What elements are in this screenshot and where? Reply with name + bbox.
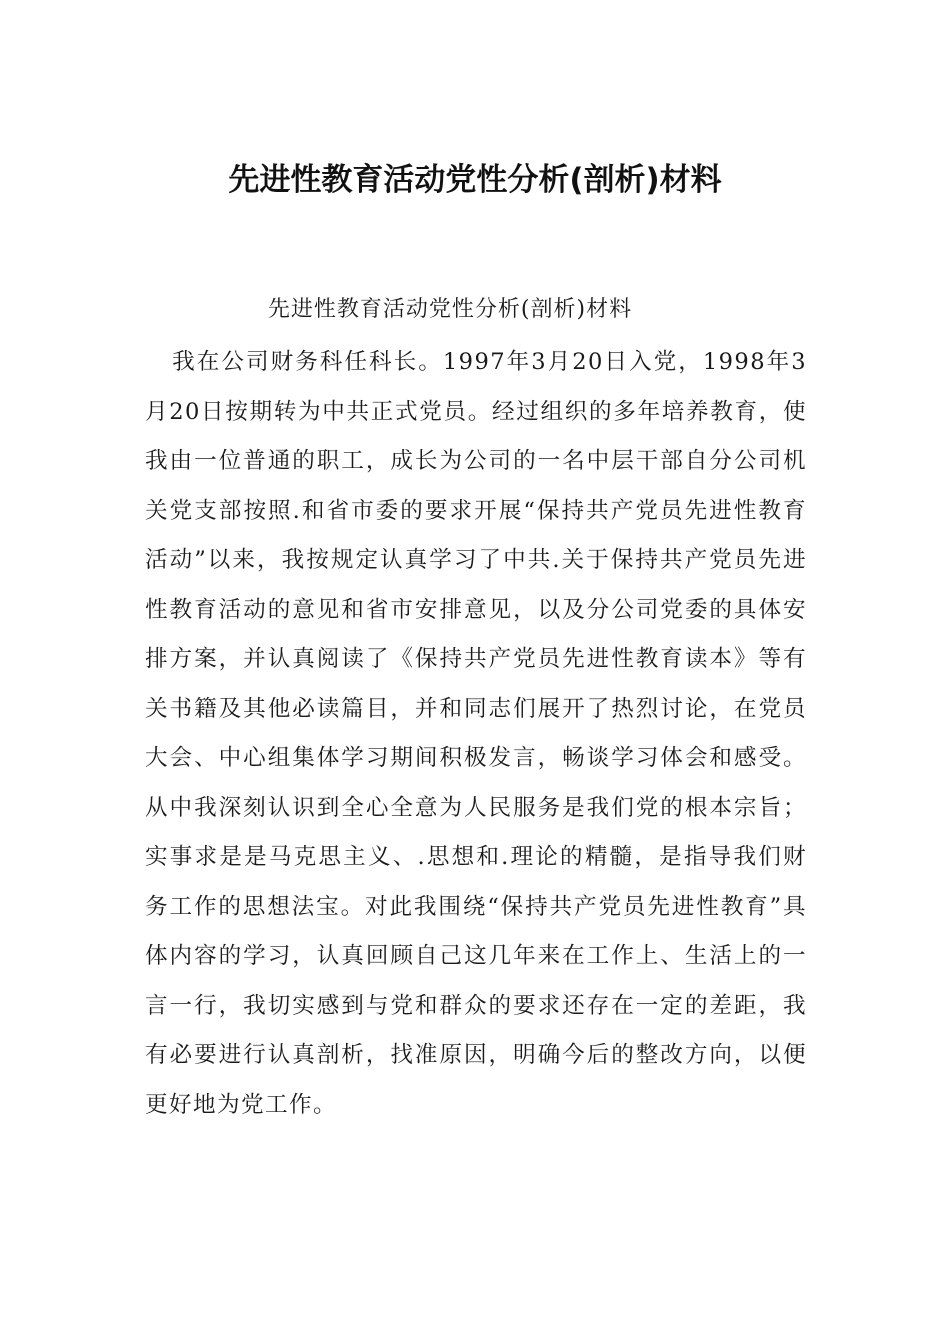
body-paragraph: 我在公司财务科任科长。1997年3月20日入党，1998年3月20日按期转为中共正式党员。经过组织的多年培养教育，使我由一位普通的职工，成长为公司的一名中层干部自分公司机关党支部按照.和省市委的要求开展“保持共产党员先进性教育活动”以来，我按规定认真学习了中共.关于保持共产党员先进性教育活动的意见和省市安排意见，以及分公司党委的具体安排方案，并认真阅读了《保持共产党员先进性教育读本》等有关书籍及其他必读篇目，并和同志们展开了热烈讨论，在党员大会、中心组集体学习期间积极发言，畅谈学习体会和感受。从中我深刻认识到全心全意为人民服务是我们党的根本宗旨；实事求是是马克思主义、.思想和.理论的精髓，是指导我们财务工作的思想法宝。对此我围绕“保持共产党员先进性教育”具体内容的学习，认真回顾自己这几年来在工作上、生活上的一言一行，我切实感到与党和群众的要求还存在一定的差距，我有必要进行认真剖析，找准原因，明确今后的整改方向，以便更好地为党工作。 <box>145 349 807 1118</box>
document-subtitle: 先进性教育活动党性分析(剖析)材料 <box>267 297 633 322</box>
document-title: 先进性教育活动党性分析(剖析)材料 <box>228 162 722 198</box>
